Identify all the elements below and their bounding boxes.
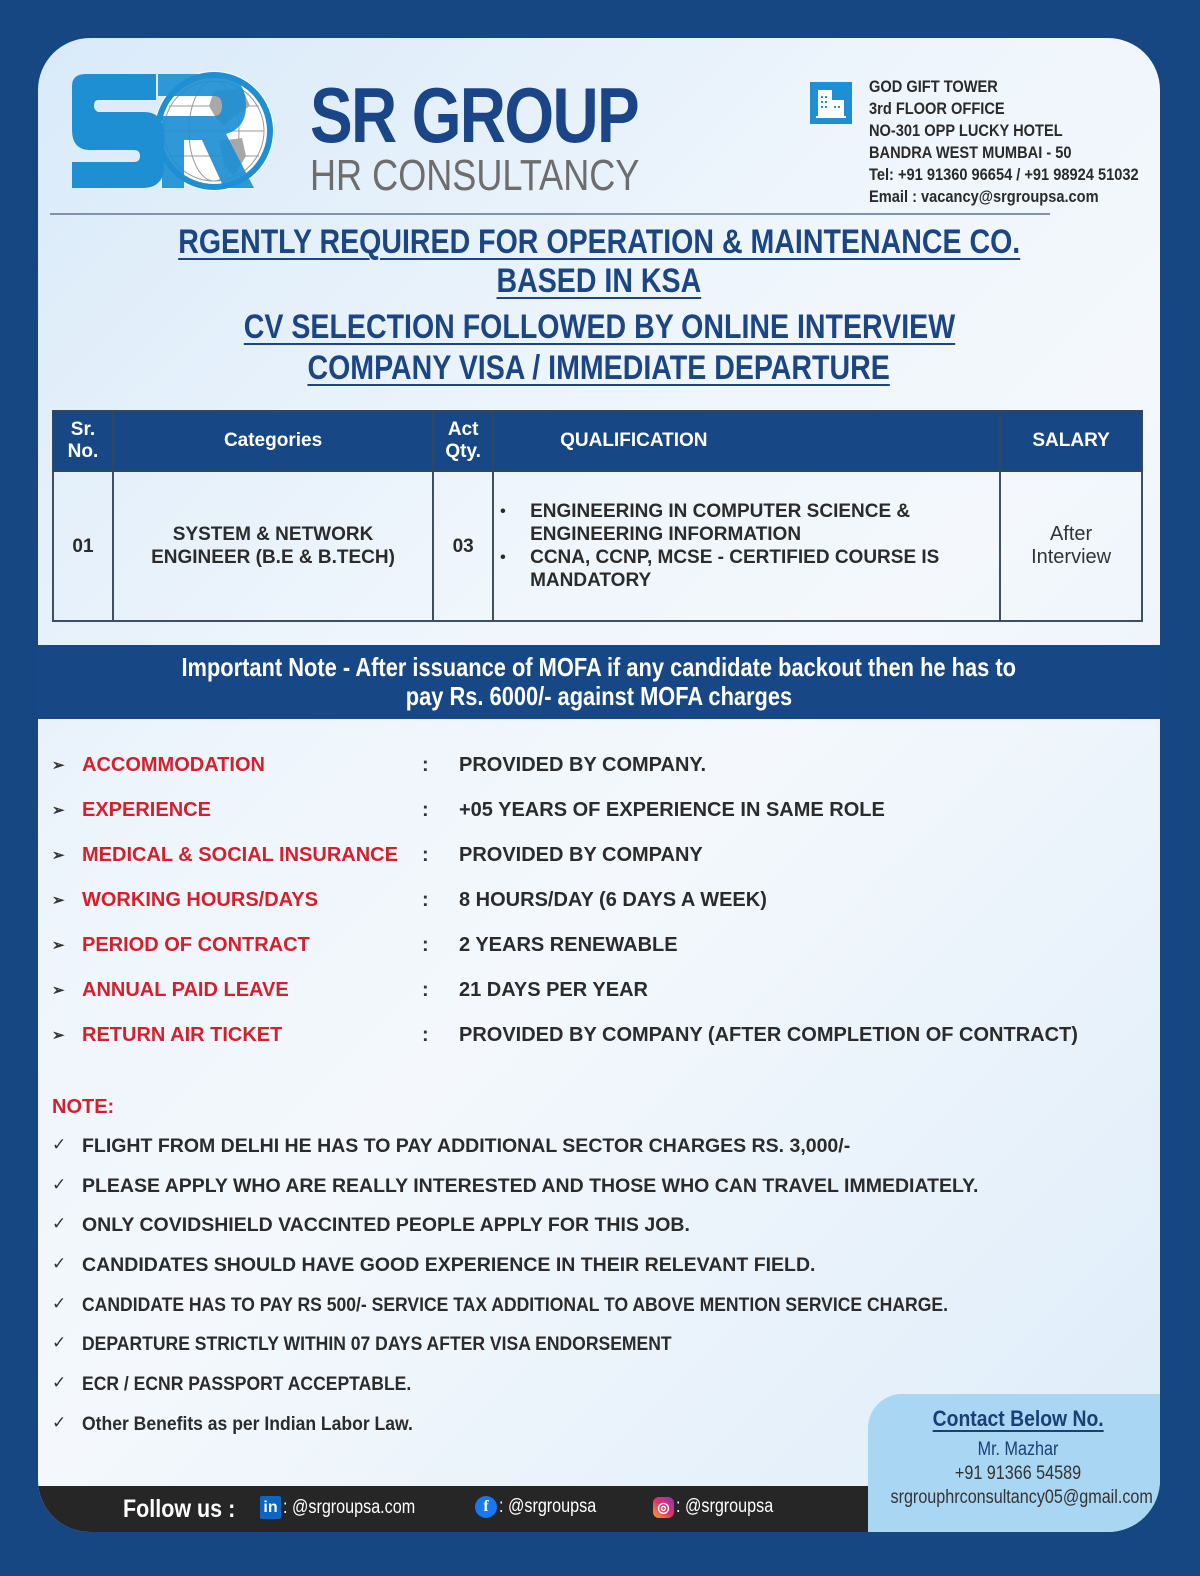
term-value: +05 YEARS OF EXPERIENCE IN SAME ROLE (459, 799, 885, 821)
address-line: GOD GIFT TOWER (869, 77, 998, 96)
office-address (869, 76, 1139, 208)
term-value: 8 HOURS/DAY (6 DAYS A WEEK) (459, 889, 767, 911)
important-note-banner: Important Note - After issuance of MOFA if any candidate backout then he has to pay Rs. 6000/- against MOFA charges (38, 645, 1160, 719)
instagram-link[interactable] (653, 1496, 790, 1518)
check-icon: ✓ (52, 1373, 67, 1393)
check-icon: ✓ (52, 1293, 67, 1313)
brand-title: SR GROUP (310, 71, 639, 159)
header-sr-no: Sr. No. (53, 411, 113, 471)
term-accommodation: ➢ ACCOMMODATION : PROVIDED BY COMPANY. (52, 754, 707, 776)
term-label: MEDICAL & SOCIAL INSURANCE (82, 844, 398, 866)
arrow-bullet-icon: ➢ (52, 757, 65, 774)
table-header-row (53, 411, 1142, 471)
arrow-bullet-icon: ➢ (52, 1027, 65, 1044)
check-icon: ✓ (52, 1254, 67, 1274)
term-value: PROVIDED BY COMPANY (459, 844, 703, 866)
headline-location: BASED IN KSA (496, 262, 702, 300)
header-qualification: QUALIFICATION (493, 411, 1000, 471)
address-line: NO-301 OPP LUCKY HOTEL (869, 121, 1063, 140)
facebook-icon: f (475, 1496, 497, 1518)
building-icon (810, 82, 852, 124)
job-advertisement-card: SR GROUP HR CONSULTANCY GOD GIFT TOWER 3rd FLOOR OFFICE NO-301 OPP LUCKY HOTEL BANDRA WEST MUMBAI - 50 Tel: +91 91360 96654 / +91 98924 51032 Email : vacancy@srgroupsa.com RGENTLY REQUIRED FOR OPERATION & MAINTENANCE CO. BASED IN KSA CV SELECTION FOLLOWED BY ONLINE INTERVIEW COMPANY VISA / IMMEDIATE DEPARTURE Sr. No. Categories Act Qty. QUALIFICATION SALARY 01 SYSTEM & NETWORK ENGINEER (B.E & B.TECH) 03 • ENGINEERING IN COMPUTER SCIENCE & ENGINEERING INFORMATION • CCNA, CCNP, MCSE - CERTIFIED COURSE IS MANDATORY After Interview Important Note - After issuance of MOFA if any candidate backout then he has to pay Rs. 6000/- against MOFA charges ➢ ACCOMMODATION : PROVIDED BY COMPANY. ➢ EXPERIENCE : +05 YEARS OF EXPERIENCE IN SAME ROLE ➢ MEDICAL & SOCIAL INSURANCE : PROVIDED BY COMPANY ➢ WORKING HOURS/DAYS : 8 HOURS/DAY (6 DAYS A WEEK) ➢ PERIOD OF CONTRACT : 2 YEARS RENEWABLE ➢ ANNUAL PAID LEAVE : 21 DAYS PER YEAR ➢ RETURN AIR TICKET : PROVIDED BY COMPANY (AFTER COMPLETION OF CONTRACT) NOTE: ✓ FLIGHT FROM DELHI HE HAS TO PAY ADDITIONAL SECTOR CHARGES RS. 3,000/- ✓ PLEASE APPLY WHO ARE REALLY INTERESTED AND THOSE WHO CAN TRAVEL IMMEDIATELY. ✓ ONLY COVIDSHIELD VACCINTED PEOPLE APPLY FOR THIS JOB. ✓ CANDIDATES SHOULD HAVE GOOD EXPERIENCE IN THEIR RELEVANT FIELD. ✓ CANDIDATE HAS TO PAY RS 500/- SERVICE TAX ADDITIONAL TO ABOVE MENTION SERVICE CHARGE. ✓ DEPARTURE STRICTLY WITHIN 07 DAYS AFTER VISA ENDORSEMENT ✓ ECR / ECNR PASSPORT ACCEPTABLE. ✓ Other Benefits as per Indian Labor Law. Follow us : in : @srgroupsa.com f : @srgroupsa ◎ : @srgroupsa Contact Below No. Mr. Mazhar +91 91366 54589 srgrouphrconsultancy05@gmail.com (38, 38, 1160, 1532)
check-icon: ✓ (52, 1135, 67, 1154)
cell-qualification (493, 471, 1000, 621)
term-label: RETURN AIR TICKET (82, 1024, 283, 1046)
term-label: ACCOMMODATION (82, 754, 265, 776)
cell-qty: 03 (433, 471, 493, 621)
term-label: WORKING HOURS/DAYS (82, 889, 318, 911)
term-medical-insurance: ➢ MEDICAL & SOCIAL INSURANCE : PROVIDED BY COMPANY (52, 844, 703, 866)
term-air-ticket: ➢ RETURN AIR TICKET : PROVIDED BY COMPANY (AFTER COMPLETION OF CONTRACT) (52, 1024, 1078, 1046)
qualification-item: • CCNA, CCNP, MCSE - CERTIFIED COURSE IS MANDATORY (500, 546, 999, 592)
header-salary: SALARY (1000, 411, 1142, 471)
header-categories: Categories (113, 411, 433, 471)
arrow-bullet-icon: ➢ (52, 802, 65, 819)
term-label: ANNUAL PAID LEAVE (82, 979, 289, 1001)
contact-name: Mr. Mazhar (977, 1439, 1059, 1460)
headline-required: RGENTLY REQUIRED FOR OPERATION & MAINTENANCE CO. (177, 223, 1021, 261)
contact-email[interactable]: srgrouphrconsultancy05@gmail.com (890, 1487, 1153, 1508)
jobs-table (52, 410, 1143, 622)
arrow-bullet-icon: ➢ (52, 982, 65, 999)
facebook-handle: : @srgroupsa (499, 1496, 597, 1517)
headline-visa: COMPANY VISA / IMMEDIATE DEPARTURE (307, 349, 891, 387)
table-row (53, 471, 1142, 621)
address-line: 3rd FLOOR OFFICE (869, 99, 1005, 118)
arrow-bullet-icon: ➢ (52, 892, 65, 909)
instagram-handle: : @srgroupsa (676, 1496, 774, 1517)
linkedin-handle: : @srgroupsa.com (283, 1496, 416, 1518)
term-value: PROVIDED BY COMPANY (AFTER COMPLETION OF CONTRACT) (459, 1024, 1078, 1046)
contact-title: Contact Below No. (932, 1406, 1104, 1431)
arrow-bullet-icon: ➢ (52, 847, 65, 864)
term-value: 21 DAYS PER YEAR (459, 979, 648, 1001)
term-value: PROVIDED BY COMPANY. (459, 754, 707, 776)
term-label: PERIOD OF CONTRACT (82, 934, 310, 956)
sr-globe-logo-icon (64, 66, 284, 196)
address-line: BANDRA WEST MUMBAI - 50 (869, 143, 1072, 162)
brand-subtitle: HR CONSULTANCY (310, 151, 640, 200)
term-contract-period: ➢ PERIOD OF CONTRACT : 2 YEARS RENEWABLE (52, 934, 678, 956)
check-icon: ✓ (52, 1214, 67, 1234)
qualification-item: • ENGINEERING IN COMPUTER SCIENCE & ENGINEERING INFORMATION (500, 500, 999, 546)
notes-title: NOTE: (52, 1096, 115, 1118)
follow-us-bar (38, 1486, 868, 1532)
check-icon: ✓ (52, 1412, 67, 1432)
term-annual-leave: ➢ ANNUAL PAID LEAVE : 21 DAYS PER YEAR (52, 979, 648, 1001)
header-divider (50, 213, 1050, 215)
cell-salary: After Interview (1000, 471, 1142, 621)
contact-box (868, 1394, 1160, 1532)
check-icon: ✓ (52, 1174, 67, 1194)
header-act-qty: Act Qty. (433, 411, 493, 471)
terms-list (52, 754, 1152, 1069)
term-value: 2 YEARS RENEWABLE (459, 934, 678, 956)
telephone-line: Tel: +91 91360 96654 / +91 98924 51032 (869, 165, 1139, 184)
term-label: EXPERIENCE (82, 799, 211, 821)
term-working-hours: ➢ WORKING HOURS/DAYS : 8 HOURS/DAY (6 DAYS A WEEK) (52, 889, 767, 911)
term-experience: ➢ EXPERIENCE : +05 YEARS OF EXPERIENCE IN SAME ROLE (52, 799, 885, 821)
email-line: Email : vacancy@srgroupsa.com (869, 187, 1099, 206)
check-icon: ✓ (52, 1333, 67, 1353)
arrow-bullet-icon: ➢ (52, 937, 65, 954)
headline-selection: CV SELECTION FOLLOWED BY ONLINE INTERVIEW (243, 308, 955, 346)
contact-phone[interactable]: +91 91366 54589 (954, 1463, 1082, 1484)
linkedin-link[interactable] (260, 1496, 439, 1519)
instagram-icon: ◎ (653, 1497, 674, 1518)
linkedin-icon: in (260, 1496, 281, 1519)
facebook-link[interactable] (475, 1496, 613, 1518)
cell-category: SYSTEM & NETWORK ENGINEER (B.E & B.TECH) (113, 471, 433, 621)
follow-us-label: Follow us : (123, 1495, 236, 1523)
cell-sr-no: 01 (53, 471, 113, 621)
